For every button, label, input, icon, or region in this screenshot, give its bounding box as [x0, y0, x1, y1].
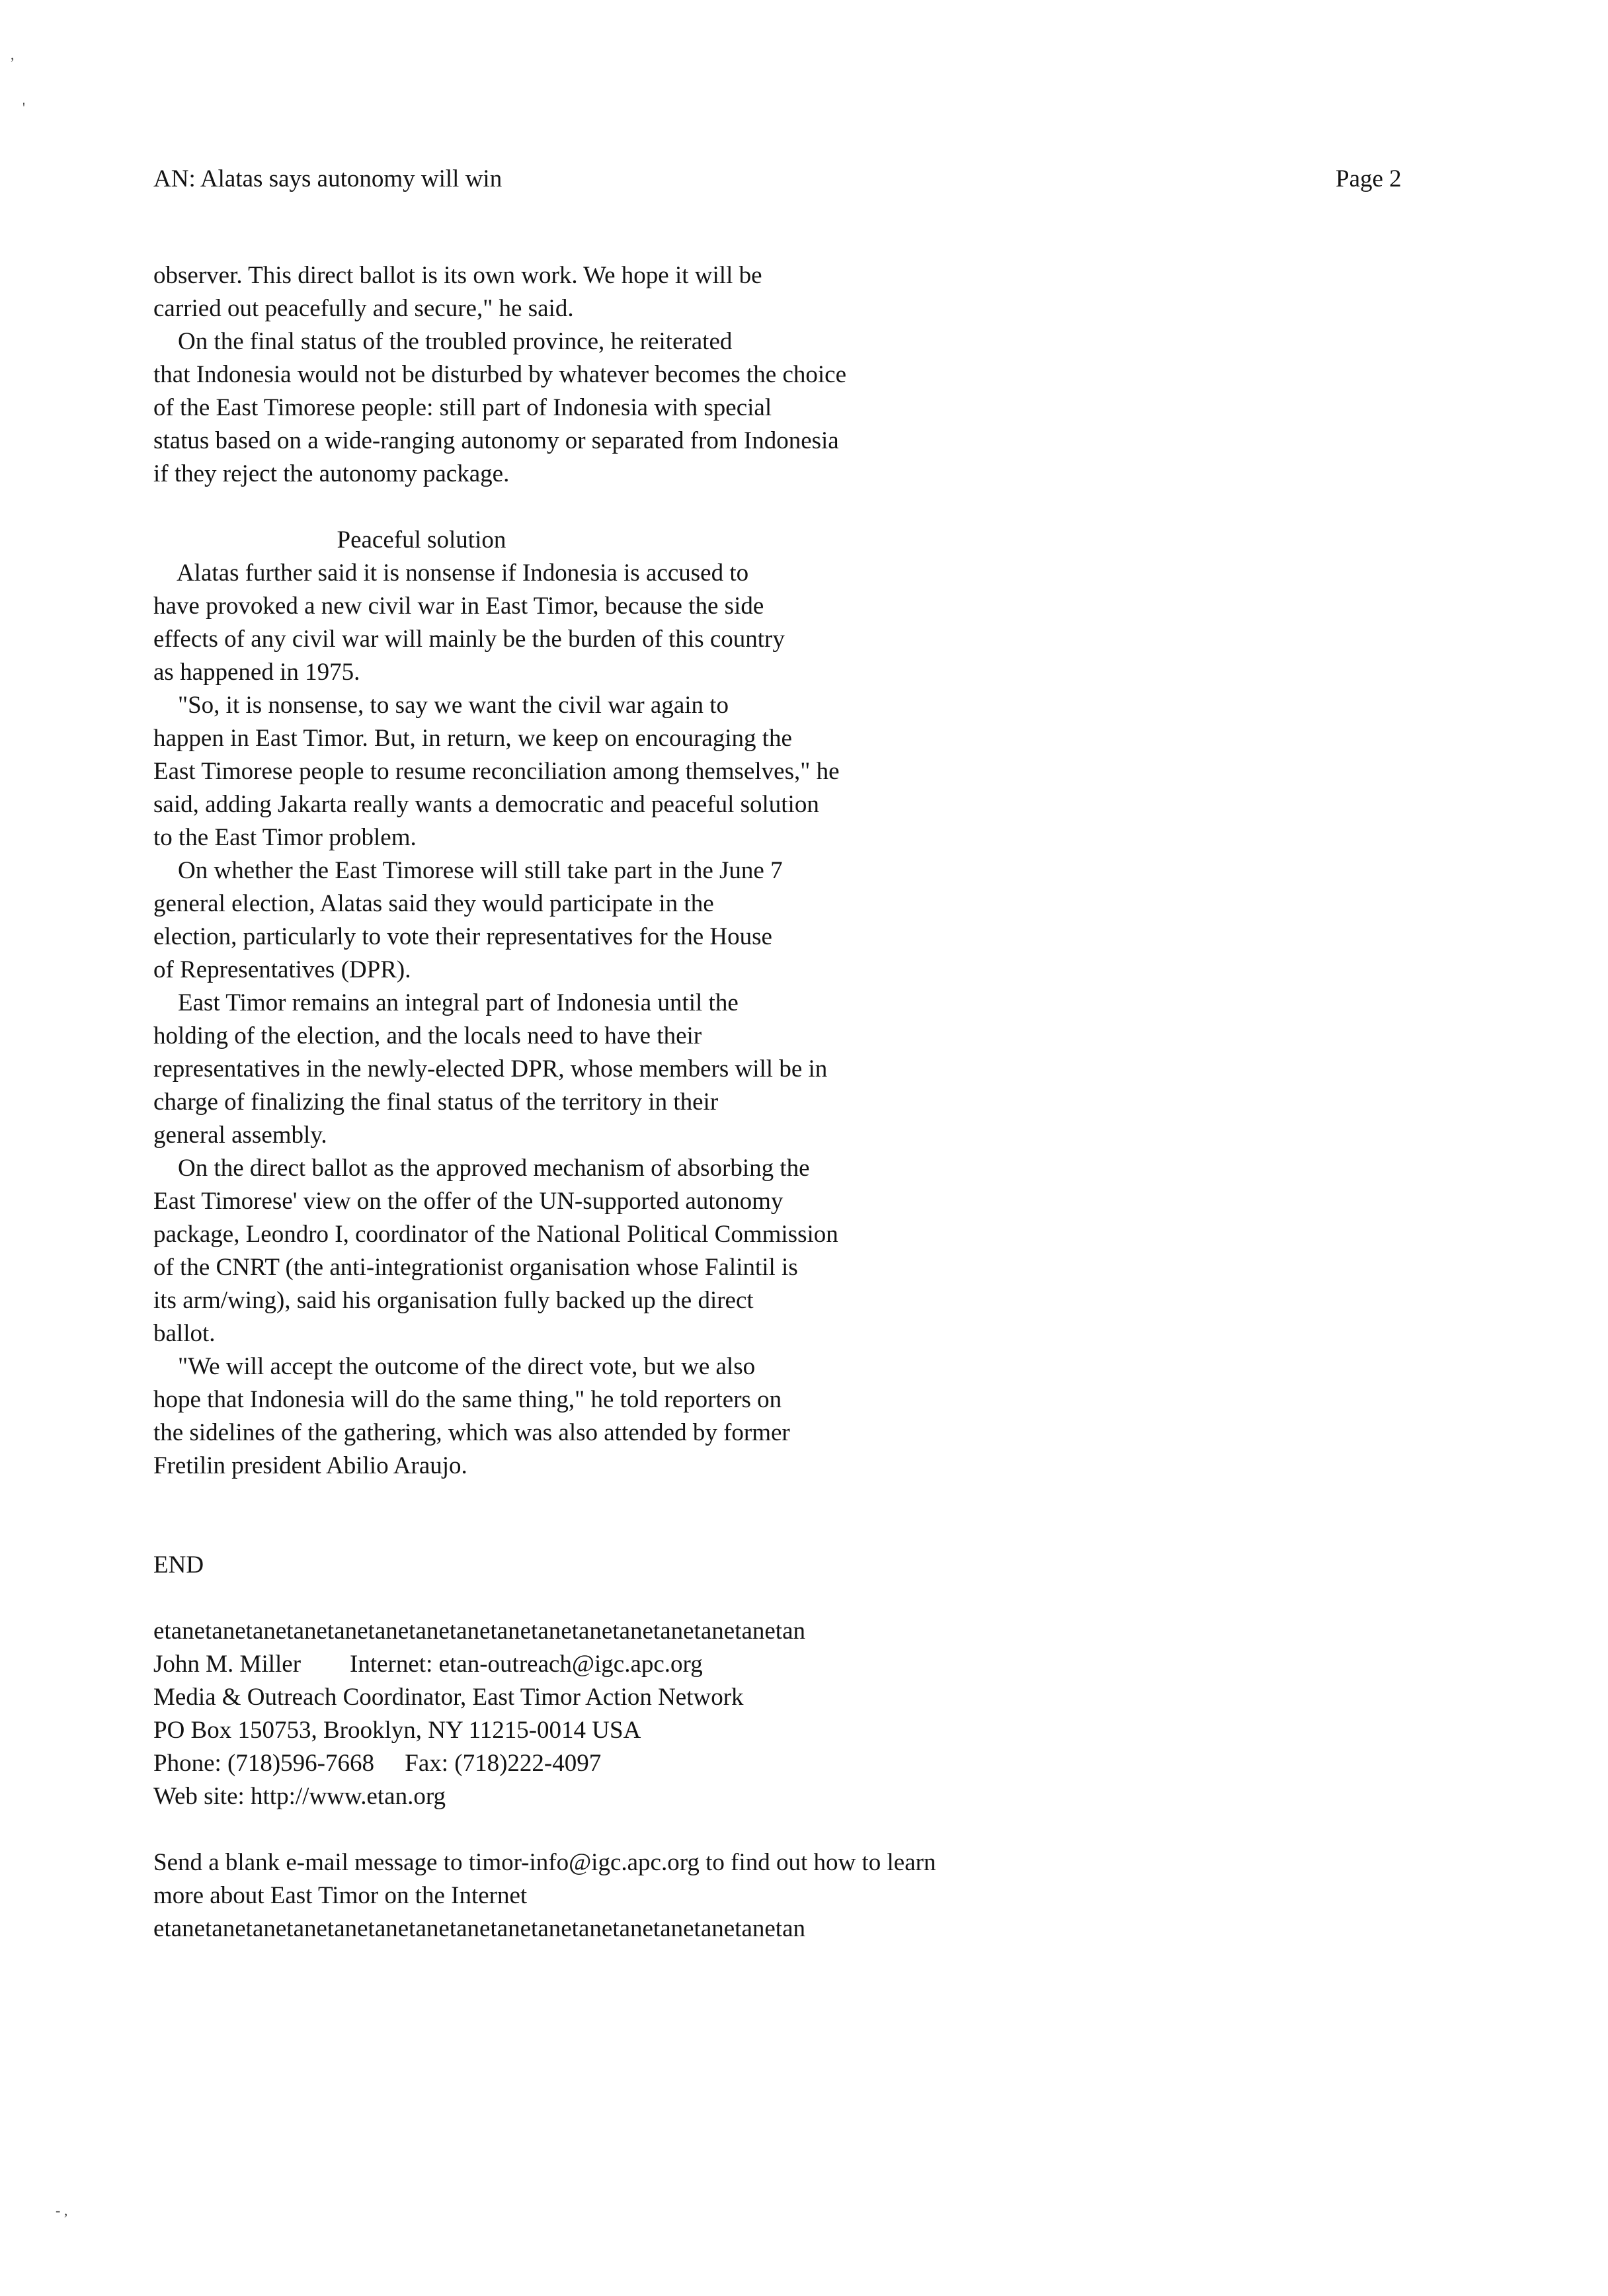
page-number: Page 2	[1336, 165, 1402, 192]
contact-line: Media & Outreach Coordinator, East Timor Action Network	[153, 1684, 744, 1711]
body-line: of the East Timorese people: still part of Indonesia with special	[153, 394, 772, 421]
body-line: Fretilin president Abilio Araujo.	[153, 1452, 467, 1479]
header-title: AN: Alatas says autonomy will win	[153, 165, 502, 192]
contact-line: Phone: (718)596-7668 Fax: (718)222-4097	[153, 1750, 602, 1777]
body-line: said, adding Jakarta really wants a democratic and peaceful solution	[153, 791, 819, 818]
body-line: status based on a wide-ranging autonomy or separated from Indonesia	[153, 427, 839, 454]
body-line: representatives in the newly-elected DPR, whose members will be in	[153, 1055, 828, 1083]
body-line: hope that Indonesia will do the same thing," he told reporters on	[153, 1386, 782, 1413]
body-line: package, Leondro I, coordinator of the National Political Commission	[153, 1221, 838, 1248]
info-line: Send a blank e-mail message to timor-info@igc.apc.org to find out how to learn	[153, 1849, 936, 1876]
body-line: ballot.	[153, 1320, 216, 1347]
body-line: the sidelines of the gathering, which was also attended by former	[153, 1419, 790, 1446]
info-line: more about East Timor on the Internet	[153, 1882, 528, 1909]
section-heading: Peaceful solution	[153, 526, 506, 554]
body-line: "So, it is nonsense, to say we want the civil war again to	[153, 692, 729, 719]
scan-mark: '	[22, 99, 25, 116]
body-line: general election, Alatas said they would participate in the	[153, 890, 714, 917]
body-line: On whether the East Timorese will still take part in the June 7	[153, 857, 783, 884]
body-line: its arm/wing), said his organisation fully backed up the direct	[153, 1287, 754, 1314]
contact-line: Web site: http://www.etan.org	[153, 1783, 446, 1810]
body-line: have provoked a new civil war in East Timor, because the side	[153, 593, 764, 620]
scan-mark: - ,	[56, 2202, 68, 2219]
body-line: election, particularly to vote their representatives for the House	[153, 923, 772, 950]
separator-line: etanetanetanetanetanetanetanetanetanetanetanetanetanetanetanetan	[153, 1618, 805, 1645]
end-marker: END	[153, 1551, 204, 1578]
body-line: On the direct ballot as the approved mechanism of absorbing the	[153, 1155, 810, 1182]
separator-line: etanetanetanetanetanetanetanetanetanetanetanetanetanetanetanetan	[153, 1915, 805, 1942]
contact-line: John M. Miller Internet: etan-outreach@igc.apc.org	[153, 1651, 703, 1678]
body-line: to the East Timor problem.	[153, 824, 417, 851]
body-line: carried out peacefully and secure," he said.	[153, 295, 574, 322]
body-line: if they reject the autonomy package.	[153, 460, 510, 487]
body-line: Alatas further said it is nonsense if Indonesia is accused to	[153, 559, 749, 587]
body-line: happen in East Timor. But, in return, we keep on encouraging the	[153, 725, 792, 752]
scan-mark: ,	[11, 46, 15, 63]
body-line: holding of the election, and the locals need to have their	[153, 1022, 702, 1049]
body-line: of Representatives (DPR).	[153, 956, 411, 983]
body-line: that Indonesia would not be disturbed by whatever becomes the choice	[153, 361, 847, 388]
body-line: East Timorese people to resume reconciliation among themselves," he	[153, 758, 840, 785]
body-line: East Timor remains an integral part of Indonesia until the	[153, 989, 739, 1016]
body-line: effects of any civil war will mainly be the burden of this country	[153, 626, 785, 653]
contact-line: PO Box 150753, Brooklyn, NY 11215-0014 USA	[153, 1717, 641, 1744]
body-line: charge of finalizing the final status of the territory in their	[153, 1088, 719, 1116]
body-line: On the final status of the troubled province, he reiterated	[153, 328, 733, 355]
body-line: observer. This direct ballot is its own work. We hope it will be	[153, 262, 762, 289]
body-line: general assembly.	[153, 1122, 327, 1149]
body-line: as happened in 1975.	[153, 659, 360, 686]
body-line: East Timorese' view on the offer of the UN-supported autonomy	[153, 1188, 784, 1215]
body-line: of the CNRT (the anti-integrationist organisation whose Falintil is	[153, 1254, 798, 1281]
body-line: "We will accept the outcome of the direct vote, but we also	[153, 1353, 756, 1380]
